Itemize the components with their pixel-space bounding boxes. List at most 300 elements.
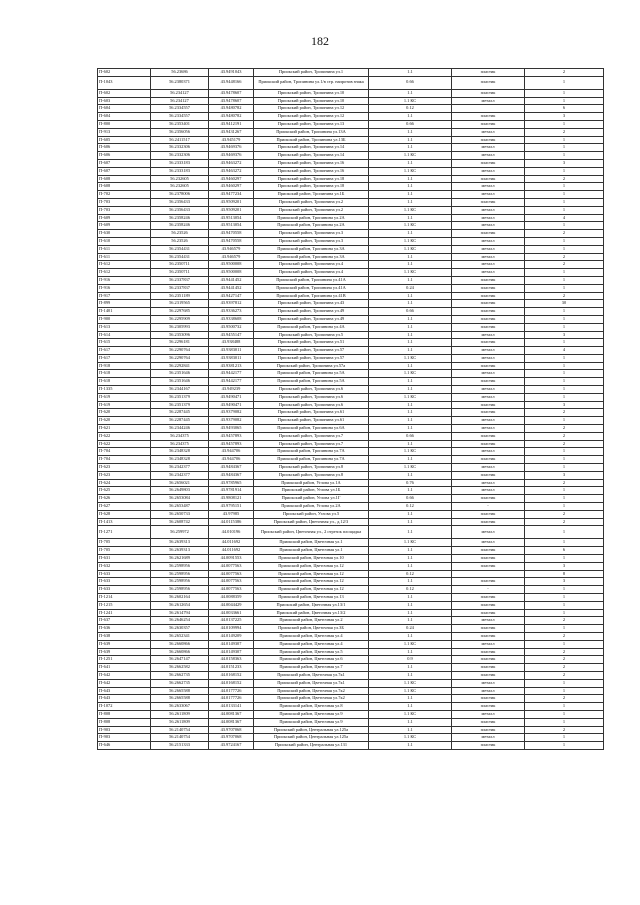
site-id-cell: П-646 <box>98 742 151 750</box>
container-volume-cell: 1.1 <box>369 695 452 703</box>
container-volume-cell: 1.1 КС <box>369 734 452 742</box>
site-id-cell: П-611 <box>98 245 151 253</box>
site-id-cell: П-606 <box>98 152 151 160</box>
longitude-cell: 43.9455147 <box>209 331 254 339</box>
quantity-cell: 1 <box>525 191 604 199</box>
latitude-cell: 56.2348328 <box>151 456 209 464</box>
material-cell: пластик <box>452 456 525 464</box>
latitude-cell: 56.2608742 <box>151 518 209 526</box>
address-cell: Приокский район, Тропинина ул.2А <box>254 214 369 222</box>
table-row <box>98 456 604 464</box>
material-cell: пластик <box>452 695 525 703</box>
site-id-cell: П-622 <box>98 432 151 440</box>
longitude-cell: 43.9795151 <box>209 503 254 511</box>
address-cell: Приокский район, Тропинина ул.2А <box>254 222 369 230</box>
material-cell: металл <box>452 237 525 245</box>
site-id-cell: П-618 <box>98 378 151 386</box>
material-cell: пластик <box>452 609 525 617</box>
material-cell: пластик <box>452 656 525 664</box>
site-id-cell: П-633 <box>98 586 151 594</box>
address-cell: Приокский район, Тропинина ул.8 <box>254 471 369 479</box>
site-id-cell: П-622 <box>98 440 151 448</box>
quantity-cell: 1 <box>525 539 604 547</box>
site-id-cell: П-609 <box>98 222 151 230</box>
longitude-cell: 43.9469376 <box>209 144 254 152</box>
latitude-cell: 56.2297685 <box>151 308 209 316</box>
quantity-cell: 1 <box>525 625 604 633</box>
material-cell: пластик <box>452 230 525 238</box>
site-id-cell: П-639 <box>98 648 151 656</box>
table-row <box>98 237 604 245</box>
quantity-cell: 2 <box>525 69 604 77</box>
site-id-cell: П-610 <box>98 237 151 245</box>
table-row <box>98 648 604 656</box>
address-cell: Приокский район, Цветочная ул., 2 отрезок площадка <box>254 526 369 539</box>
container-volume-cell: 1.1 <box>369 261 452 269</box>
container-volume-cell: 0.12 <box>369 586 452 594</box>
container-volume-cell: 1.1 <box>369 456 452 464</box>
longitude-cell: 43.9500732 <box>209 323 254 331</box>
latitude-cell: 56.2353401 <box>151 120 209 128</box>
site-id-cell: П-643 <box>98 687 151 695</box>
quantity-cell: 2 <box>525 409 604 417</box>
quantity-cell: 1 <box>525 586 604 594</box>
quantity-cell: 3 <box>525 331 604 339</box>
container-volume-cell: 1.1 <box>369 69 452 77</box>
longitude-cell: 43.9338608 <box>209 315 254 323</box>
longitude-cell: 43.9441452 <box>209 284 254 292</box>
longitude-cell: 44.0158363 <box>209 656 254 664</box>
longitude-cell: 43.9500008 <box>209 269 254 277</box>
quantity-cell: 1 <box>525 308 604 316</box>
longitude-cell: 43.9484367 <box>209 471 254 479</box>
site-id-cell: П-617 <box>98 354 151 362</box>
quantity-cell: 1 <box>525 495 604 503</box>
quantity-cell: 2 <box>525 128 604 136</box>
address-cell: Приокский район, Цветочная ул.7к2 <box>254 695 369 703</box>
address-cell: Приокский район, Тропинина ул.43 <box>254 300 369 308</box>
longitude-cell: 44.0177726 <box>209 687 254 695</box>
latitude-cell: 56.2630357 <box>151 625 209 633</box>
table-row <box>98 331 604 339</box>
longitude-cell: 43.9442177 <box>209 378 254 386</box>
address-cell: Приокский район, Цветочная ул.13/2 <box>254 609 369 617</box>
longitude-cell: 43.9480782 <box>209 105 254 113</box>
site-id-cell: П-705 <box>98 547 151 555</box>
material-cell: пластик <box>452 175 525 183</box>
quantity-cell: 1 <box>525 601 604 609</box>
latitude-cell: 56.2334557 <box>151 105 209 113</box>
material-cell: металл <box>452 679 525 687</box>
material-cell: металл <box>452 222 525 230</box>
address-cell: Приокский район, Тропинина ул.5 <box>254 331 369 339</box>
quantity-cell: 3 <box>525 113 604 121</box>
longitude-cell: 43.9707068 <box>209 734 254 742</box>
longitude-cell: 43.9724167 <box>209 742 254 750</box>
container-volume-cell: 1.1 <box>369 378 452 386</box>
longitude-cell: 44.011692 <box>209 547 254 555</box>
latitude-cell: 56.23526 <box>151 230 209 238</box>
longitude-cell: 44.011692 <box>209 539 254 547</box>
quantity-cell: 1 <box>525 284 604 292</box>
quantity-cell: 1 <box>525 339 604 347</box>
latitude-cell: 56.2140754 <box>151 734 209 742</box>
quantity-cell: 1 <box>525 687 604 695</box>
latitude-cell: 56.2290764 <box>151 354 209 362</box>
material-cell: металл <box>452 687 525 695</box>
table-row <box>98 183 604 191</box>
table-row <box>98 495 604 503</box>
address-cell: Приокский район, Тропинина ул.57 <box>254 354 369 362</box>
material-cell: пластик <box>452 625 525 633</box>
longitude-cell: 43.9490471 <box>209 393 254 401</box>
table-row <box>98 89 604 97</box>
site-id-cell: П-637 <box>98 617 151 625</box>
latitude-cell: 56.2614794 <box>151 609 209 617</box>
container-volume-cell: 1.1 КС <box>369 393 452 401</box>
address-cell: Приокский район, Тропинина ул.6 <box>254 393 369 401</box>
container-volume-cell: 1.1 <box>369 417 452 425</box>
longitude-cell: 43.949239 <box>209 386 254 394</box>
table-row <box>98 726 604 734</box>
table-row <box>98 362 604 370</box>
latitude-cell: 56.2665588 <box>151 695 209 703</box>
quantity-cell: 2 <box>525 726 604 734</box>
material-cell: металл <box>452 487 525 495</box>
longitude-cell: 44.0077563 <box>209 586 254 594</box>
material-cell: пластик <box>452 518 525 526</box>
site-id-cell: П-808 <box>98 710 151 718</box>
address-cell: Приокский район, Тропинина ул.1Б <box>254 191 369 199</box>
table-row <box>98 679 604 687</box>
site-id-cell: П-641 <box>98 664 151 672</box>
latitude-cell: 56.2344167 <box>151 386 209 394</box>
table-row <box>98 191 604 199</box>
quantity-cell: 1 <box>525 237 604 245</box>
material-cell: металл <box>452 417 525 425</box>
latitude-cell: 56.234375 <box>151 440 209 448</box>
address-cell: Приокский район, Тропинина ул.61 <box>254 409 369 417</box>
table-row <box>98 300 604 308</box>
site-id-cell: П-1241 <box>98 609 151 617</box>
quantity-cell: 1 <box>525 206 604 214</box>
site-id-cell: П-1251 <box>98 656 151 664</box>
container-volume-cell: 1.1 <box>369 89 452 97</box>
longitude-cell: 43.9477234 <box>209 191 254 199</box>
table-row <box>98 625 604 633</box>
container-volume-cell: 1.1 <box>369 175 452 183</box>
latitude-cell: 56.2633067 <box>151 703 209 711</box>
address-cell: Приокский район, Углова ул.1Г <box>254 495 369 503</box>
longitude-cell: 44.0044429 <box>209 601 254 609</box>
table-row <box>98 695 604 703</box>
material-cell: пластик <box>452 69 525 77</box>
address-cell: Приокский район, Цветочная ул.7к2 <box>254 687 369 695</box>
quantity-cell: 2 <box>525 617 604 625</box>
longitude-cell: 43.946579 <box>209 253 254 261</box>
table-row <box>98 632 604 640</box>
material-cell: пластик <box>452 671 525 679</box>
longitude-cell: 43.9707068 <box>209 726 254 734</box>
material-cell: металл <box>452 526 525 539</box>
latitude-cell: 56.2333183 <box>151 167 209 175</box>
latitude-cell: 56.2598956 <box>151 562 209 570</box>
latitude-cell: 56.234375 <box>151 432 209 440</box>
address-cell: Приокский район, Цветочная ул.3Б <box>254 625 369 633</box>
latitude-cell: 56.234127 <box>151 97 209 105</box>
material-cell: металл <box>452 261 525 269</box>
latitude-cell: 56.2650733 <box>151 510 209 518</box>
latitude-cell: 56.232605 <box>151 183 209 191</box>
container-volume-cell: 1.1 <box>369 315 452 323</box>
container-volume-cell: 1.1 КС <box>369 464 452 472</box>
latitude-cell: 56.2140754 <box>151 726 209 734</box>
site-id-cell: П-602 <box>98 69 151 77</box>
container-volume-cell: 1.1 КС <box>369 206 452 214</box>
material-cell: металл <box>452 245 525 253</box>
latitude-cell: 56.2611809 <box>151 718 209 726</box>
table-row <box>98 718 604 726</box>
quantity-cell: 1 <box>525 640 604 648</box>
latitude-cell: 56.2358246 <box>151 222 209 230</box>
container-volume-cell: 1.1 <box>369 578 452 586</box>
address-cell: Приокский район, Тропинина ул.13А <box>254 128 369 136</box>
longitude-cell: 43.9470558 <box>209 237 254 245</box>
material-cell: металл <box>452 214 525 222</box>
table-row <box>98 284 604 292</box>
container-volume-cell: 1.1 КС <box>369 237 452 245</box>
longitude-cell: 43.9383011 <box>209 354 254 362</box>
table-row <box>98 594 604 602</box>
table-row <box>98 152 604 160</box>
site-id-cell: П-612 <box>98 261 151 269</box>
container-volume-cell: 0.12 <box>369 503 452 511</box>
latitude-cell: 56.2660866 <box>151 648 209 656</box>
container-volume-cell: 1.1 <box>369 300 452 308</box>
address-cell: Приокский район, Тропинина ул.49 <box>254 315 369 323</box>
quantity-cell: 1 <box>525 503 604 511</box>
longitude-cell: 44.0115386 <box>209 518 254 526</box>
quantity-cell: 1 <box>525 393 604 401</box>
address-cell: Приокский район, Цветочная ул.10 <box>254 555 369 563</box>
quantity-cell: 1 <box>525 555 604 563</box>
quantity-cell: 1 <box>525 464 604 472</box>
container-volume-cell: 1.1 КС <box>369 710 452 718</box>
longitude-cell: 43.9431267 <box>209 128 254 136</box>
quantity-cell: 1 <box>525 417 604 425</box>
site-id-cell: П-1335 <box>98 386 151 394</box>
address-cell: Приокский район, Тропинина ул.6А <box>254 425 369 433</box>
longitude-cell: 43.9470558 <box>209 230 254 238</box>
address-cell: Приокский район, Тропинина ул.7А <box>254 456 369 464</box>
container-volume-cell: 1.1 <box>369 198 452 206</box>
site-id-cell: П-613 <box>98 323 151 331</box>
quantity-cell: 1 <box>525 386 604 394</box>
material-cell: пластик <box>452 362 525 370</box>
longitude-cell: 44.0168152 <box>209 671 254 679</box>
longitude-cell: 44.0177726 <box>209 695 254 703</box>
address-cell: Приокский район, Углова ул.2А <box>254 503 369 511</box>
latitude-cell: 56.23526 <box>151 237 209 245</box>
table-row <box>98 555 604 563</box>
container-volume-cell: 1.1 КС <box>369 97 452 105</box>
container-volume-cell: 1.1 <box>369 562 452 570</box>
quantity-cell: 1 <box>525 183 604 191</box>
material-cell: металл <box>452 183 525 191</box>
longitude-cell: 43.9383011 <box>209 347 254 355</box>
table-row <box>98 69 604 77</box>
site-id-cell: П-607 <box>98 159 151 167</box>
container-volume-cell: 1.1 КС <box>369 152 452 160</box>
material-cell: пластик <box>452 555 525 563</box>
table-row <box>98 292 604 300</box>
material-cell: - <box>452 503 525 511</box>
quantity-cell: 1 <box>525 703 604 711</box>
container-volume-cell: 1.1 <box>369 292 452 300</box>
container-volume-cell: 0.66 <box>369 495 452 503</box>
site-id-cell: П-705 <box>98 539 151 547</box>
material-cell: металл <box>452 167 525 175</box>
address-cell: Приокский район, Тропинина ул.7А <box>254 448 369 456</box>
quantity-cell: 2 <box>525 230 604 238</box>
quantity-cell: 3 <box>525 159 604 167</box>
quantity-cell: 1 <box>525 167 604 175</box>
address-cell: Приокский район, Тропинина ул.1/в стр. напротив знака <box>254 76 369 89</box>
longitude-cell: 43.9480782 <box>209 113 254 121</box>
latitude-cell: 56.2344246 <box>151 425 209 433</box>
latitude-cell: 56.232605 <box>151 175 209 183</box>
latitude-cell: 56.2333183 <box>151 159 209 167</box>
container-volume-cell: 1.1 <box>369 526 452 539</box>
table-row <box>98 687 604 695</box>
site-id-cell: П-642 <box>98 671 151 679</box>
site-id-cell: П-639 <box>98 640 151 648</box>
longitude-cell: 43.944706 <box>209 448 254 456</box>
latitude-cell: 56.2350711 <box>151 261 209 269</box>
container-volume-cell: 1.1 <box>369 253 452 261</box>
container-volume-cell: 1.1 КС <box>369 245 452 253</box>
address-cell: Приокский район, Цветочная ул.12 <box>254 578 369 586</box>
address-cell: Приокский район, Тропинина ул.10 <box>254 97 369 105</box>
address-cell: Приокский район, Тропинина ул.5А <box>254 370 369 378</box>
site-id-cell: П-608 <box>98 183 151 191</box>
address-cell: Приокский район, Центральная ул.125а <box>254 726 369 734</box>
table-row <box>98 120 604 128</box>
longitude-cell: 43.9469376 <box>209 152 254 160</box>
table-row <box>98 526 604 539</box>
site-id-cell: П-642 <box>98 679 151 687</box>
longitude-cell: 43.9381213 <box>209 362 254 370</box>
latitude-cell: 56.2151333 <box>151 742 209 750</box>
site-id-cell: П-631 <box>98 555 151 563</box>
container-volume-cell: 1.1 <box>369 136 452 144</box>
latitude-cell: 56.2342377 <box>151 471 209 479</box>
longitude-cell: 43.9781914 <box>209 487 254 495</box>
quantity-cell: 1 <box>525 448 604 456</box>
longitude-cell: 44.0077563 <box>209 570 254 578</box>
site-id-cell: П-604 <box>98 113 151 121</box>
address-cell: Приокский район, Цветочная ул.1 <box>254 539 369 547</box>
longitude-cell: 44.0033661 <box>209 609 254 617</box>
longitude-cell: 43.9336273 <box>209 308 254 316</box>
quantity-cell: 1 <box>525 76 604 89</box>
address-cell: Приокский район, Углова ул.1А <box>254 479 369 487</box>
container-volume-cell: 1.1 КС <box>369 167 452 175</box>
address-cell: Приокский район, Цветочная ул.7к1 <box>254 671 369 679</box>
site-id-cell: П-618 <box>98 370 151 378</box>
address-cell: Приокский район, Цветочная ул.7к1 <box>254 679 369 687</box>
container-volume-cell: 1.1 <box>369 128 452 136</box>
address-cell: Приокский район, Тропинина ул.3 <box>254 230 369 238</box>
address-cell: Приокский район, Тропинина ул.10 <box>254 89 369 97</box>
longitude-cell: 43.946579 <box>209 245 254 253</box>
latitude-cell: 56.2332306 <box>151 152 209 160</box>
site-id-cell: П-625 <box>98 487 151 495</box>
latitude-cell: 56.2337837 <box>151 284 209 292</box>
site-id-cell: П-620 <box>98 409 151 417</box>
quantity-cell: 1 <box>525 245 604 253</box>
longitude-cell: 43.9460297 <box>209 175 254 183</box>
address-cell: Приокский район, Цветочная ул.6 <box>254 656 369 664</box>
material-cell: пластик <box>452 471 525 479</box>
longitude-cell: 43.9513054 <box>209 214 254 222</box>
material-cell: пластик <box>452 432 525 440</box>
latitude-cell: 56.2611809 <box>151 710 209 718</box>
quantity-cell: 1 <box>525 487 604 495</box>
container-sites-table <box>97 68 604 750</box>
material-cell: пластик <box>452 495 525 503</box>
quantity-cell: 1 <box>525 679 604 687</box>
address-cell: Приокский район, Тропинина ул.12 <box>254 113 369 121</box>
site-id-cell: П-604 <box>98 105 151 113</box>
longitude-cell: 44.0091553 <box>209 555 254 563</box>
material-cell: пластик <box>452 562 525 570</box>
material-cell: металл <box>452 191 525 199</box>
quantity-cell: 1 <box>525 710 604 718</box>
address-cell: Приокский район, Тропинина ул.18 <box>254 175 369 183</box>
site-id-cell: П-1214 <box>98 594 151 602</box>
site-id-cell: П-628 <box>98 510 151 518</box>
container-volume-cell: 1.1 КС <box>369 640 452 648</box>
site-id-cell: П-620 <box>98 417 151 425</box>
site-id-cell: П-917 <box>98 292 151 300</box>
table-row <box>98 276 604 284</box>
site-id-cell: П-624 <box>98 479 151 487</box>
site-id-cell: П-630 <box>98 230 151 238</box>
quantity-cell: 2 <box>525 253 604 261</box>
material-cell: пластик <box>452 401 525 409</box>
container-volume-cell: 1.1 КС <box>369 222 452 230</box>
quantity-cell: 1 <box>525 276 604 284</box>
address-cell: Приокский район, Тропинина ул.4 <box>254 261 369 269</box>
quantity-cell: 1 <box>525 89 604 97</box>
table-row <box>98 656 604 664</box>
container-volume-cell: 1.1 <box>369 703 452 711</box>
container-volume-cell: 1.1 КС <box>369 448 452 456</box>
material-cell: пластик <box>452 315 525 323</box>
address-cell: Приокский район, Тропинина ул.41А <box>254 276 369 284</box>
latitude-cell: 56.2598956 <box>151 570 209 578</box>
table-row <box>98 261 604 269</box>
longitude-cell: 44.0149307 <box>209 648 254 656</box>
site-id-cell: П-632 <box>98 562 151 570</box>
table-row <box>98 253 604 261</box>
container-volume-cell: 1.1 <box>369 409 452 417</box>
latitude-cell: 56.2662735 <box>151 671 209 679</box>
longitude-cell: 44.0168152 <box>209 679 254 687</box>
longitude-cell: 43.9379082 <box>209 417 254 425</box>
container-volume-cell: 1.1 КС <box>369 687 452 695</box>
